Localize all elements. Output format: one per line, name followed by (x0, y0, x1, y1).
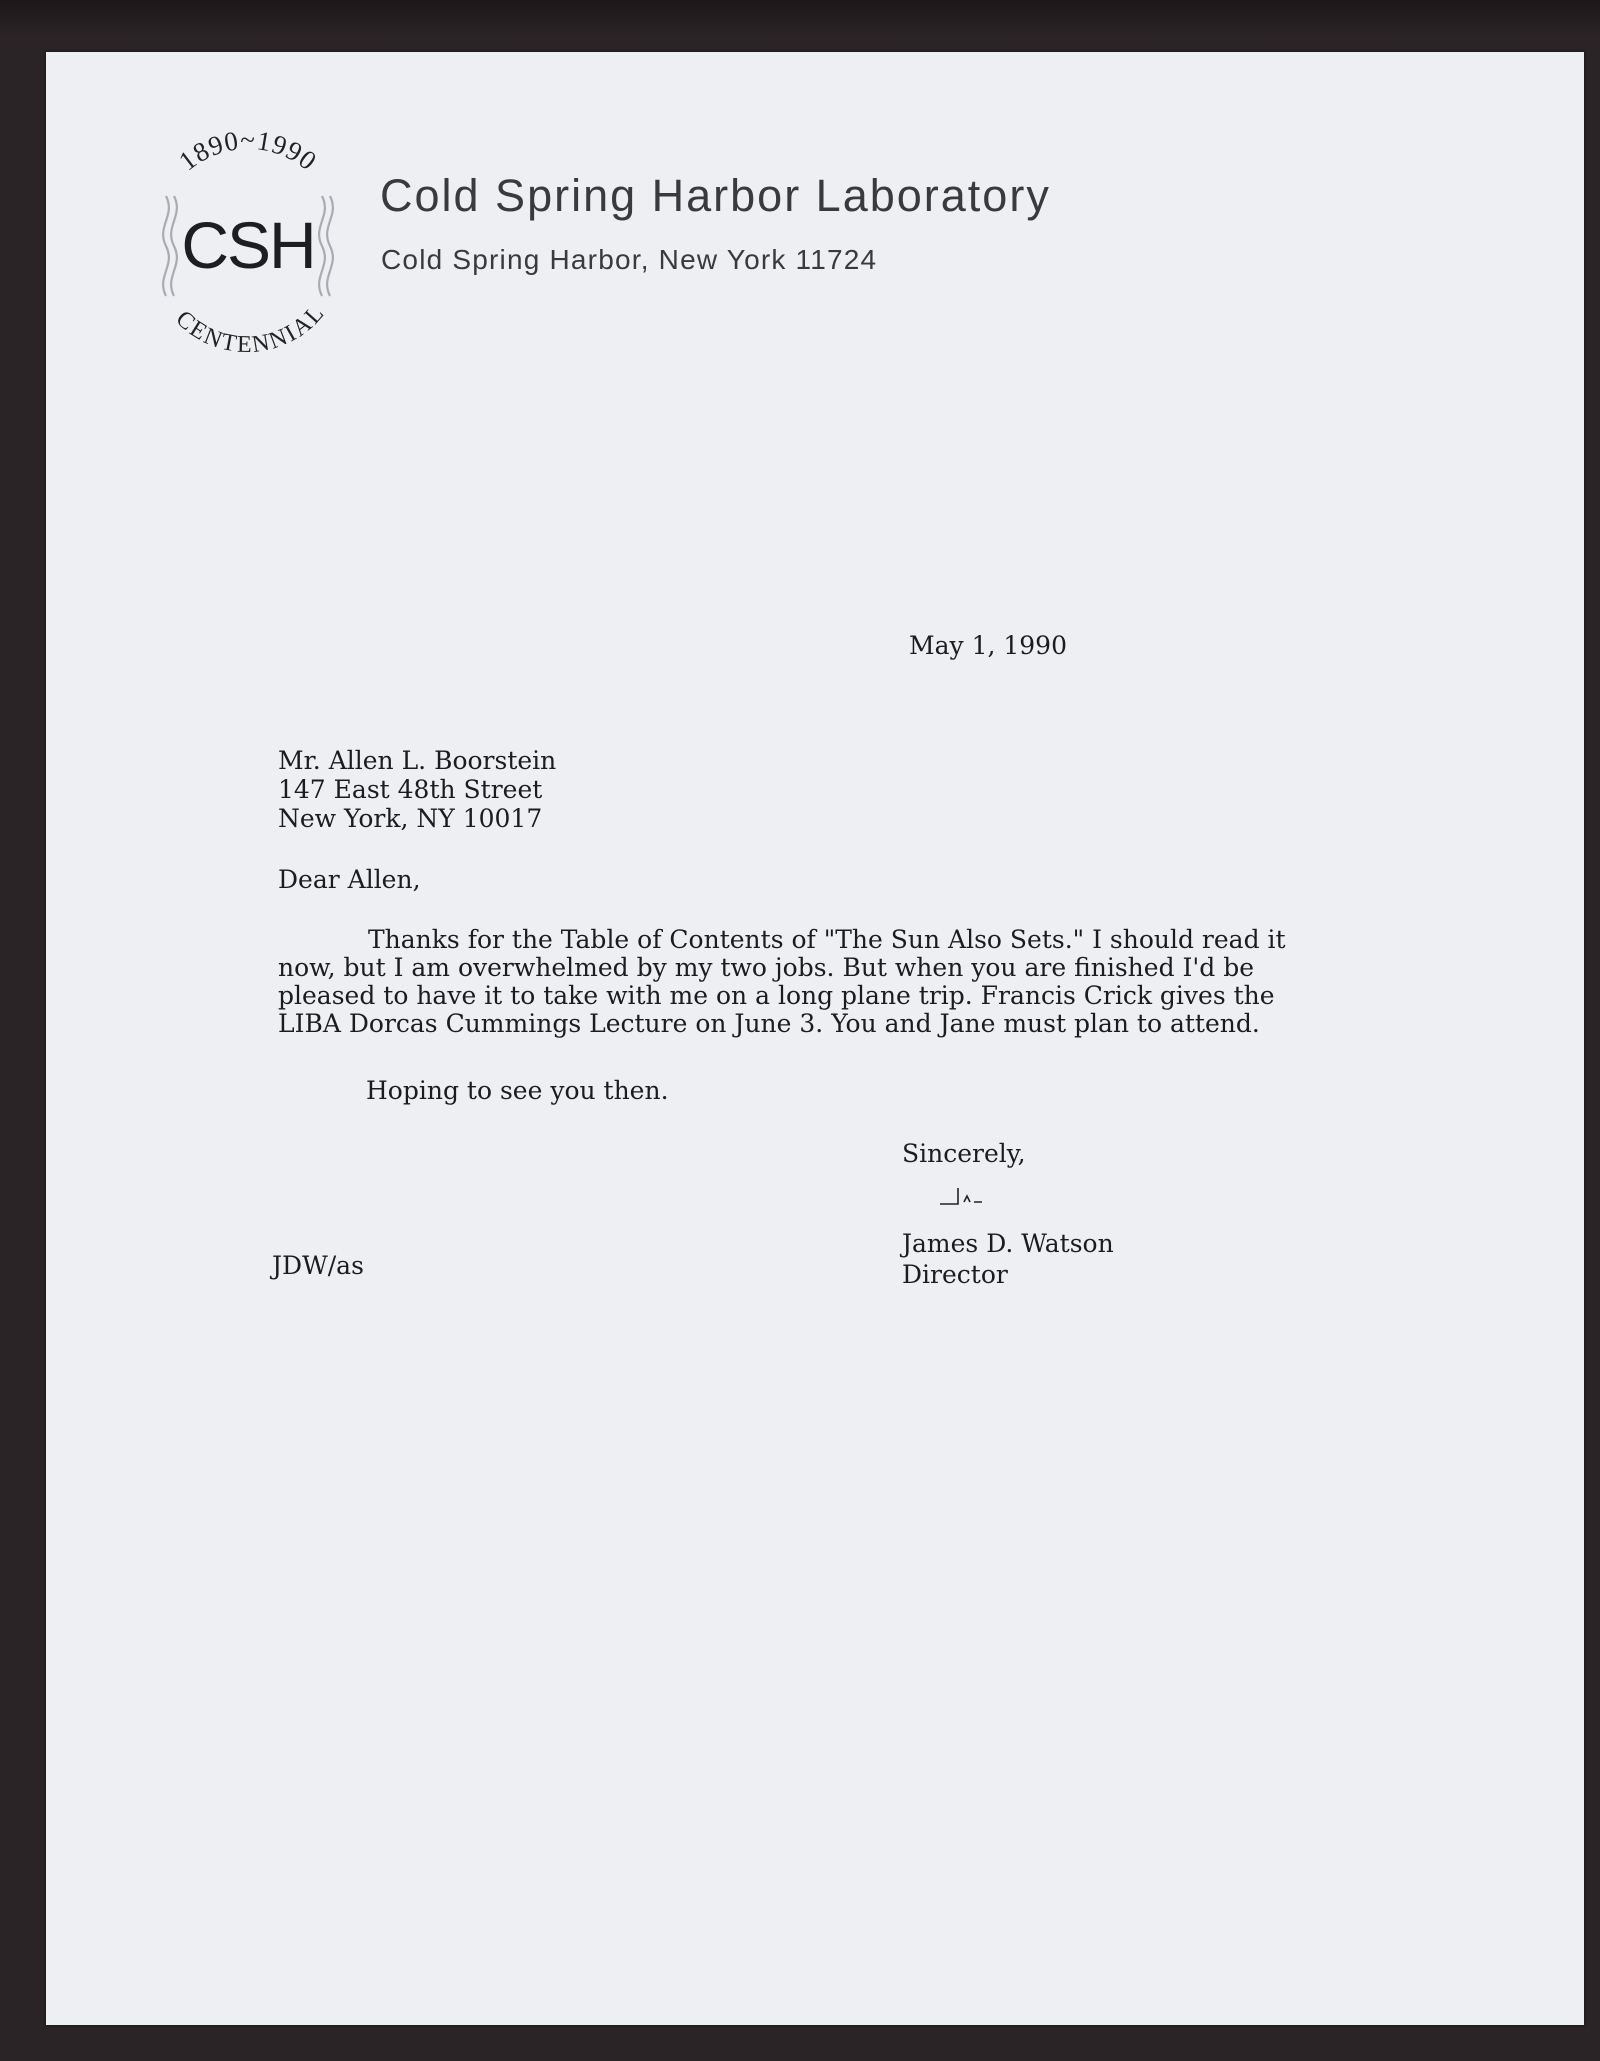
seal-centennial: CENTENNIAL (170, 299, 331, 359)
handwritten-signature (936, 1182, 1006, 1212)
centennial-seal-logo (130, 128, 366, 364)
body-line: now, but I am overwhelmed by my two jobs. But when you are finished I'd be (278, 953, 1255, 982)
signer-name: James D. Watson (902, 1229, 1114, 1258)
signer-block (902, 1228, 1114, 1290)
seal-monogram: CSH (181, 208, 315, 282)
organization-name: Cold Spring Harbor Laboratory (380, 170, 1051, 221)
body-line: pleased to have it to take with me on a long plane trip. Francis Crick gives the (278, 981, 1275, 1010)
recipient-street: 147 East 48th Street (278, 775, 543, 804)
recipient-address-block (278, 746, 556, 833)
body-line: Thanks for the Table of Contents of "The Sun Also Sets." I should read it (368, 925, 1286, 954)
seal-years: 1890~1990 (173, 128, 323, 177)
recipient-name: Mr. Allen L. Boorstein (278, 746, 557, 775)
complimentary-close: Sincerely, (902, 1139, 1026, 1168)
organization-address: Cold Spring Harbor, New York 11724 (381, 244, 878, 275)
closing-paragraph: Hoping to see you then. (366, 1076, 669, 1105)
salutation: Dear Allen, (278, 865, 421, 894)
recipient-city: New York, NY 10017 (278, 804, 543, 833)
signer-title: Director (902, 1260, 1008, 1289)
typist-initials: JDW/as (272, 1251, 364, 1280)
body-paragraph (278, 926, 1286, 1038)
scan-background (0, 0, 1600, 40)
letter-date: May 1, 1990 (909, 631, 1067, 660)
body-line: LIBA Dorcas Cummings Lecture on June 3. You and Jane must plan to attend. (278, 1009, 1260, 1038)
